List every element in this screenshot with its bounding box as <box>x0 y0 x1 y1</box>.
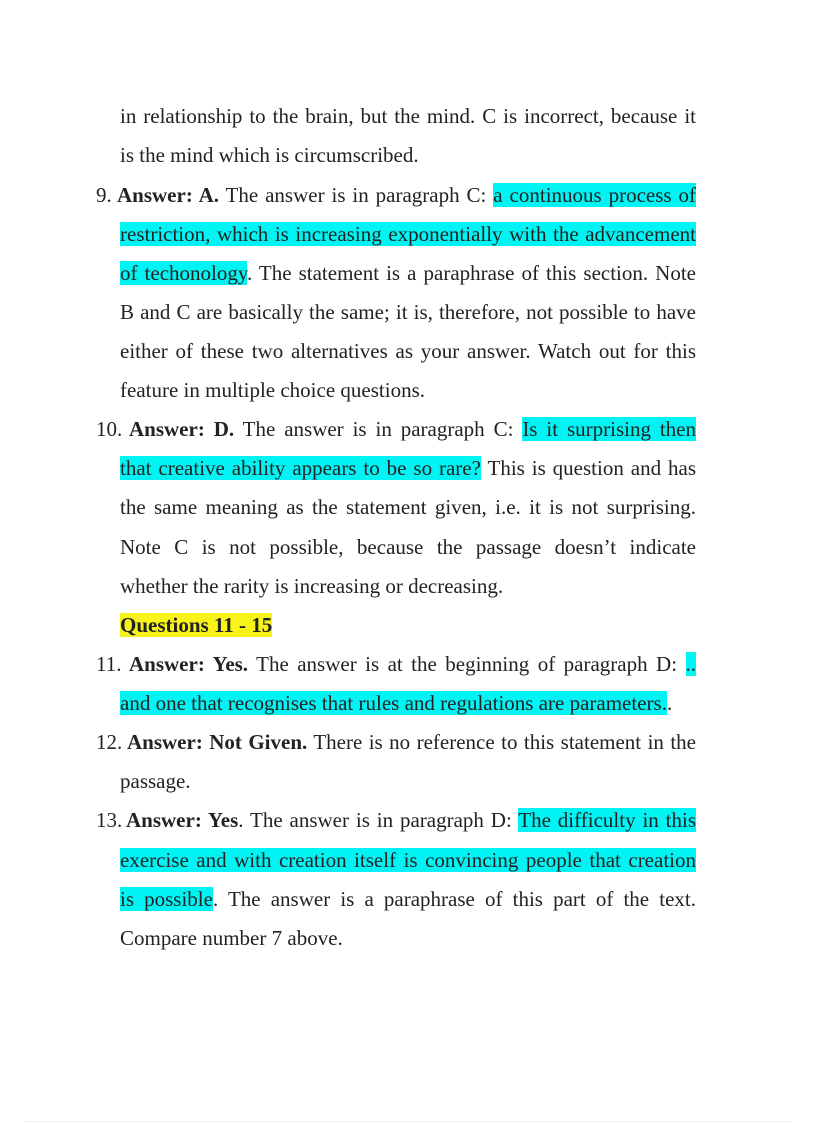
text-segment: . <box>666 691 673 715</box>
text-line <box>120 492 696 522</box>
text-segment: the same meaning as the statement given, i.e. it is not surprising. <box>120 495 696 519</box>
answer-label: Answer: Yes. <box>129 652 249 676</box>
text-segment: Compare number 7 above. <box>120 926 343 950</box>
text-segment: The answer is in paragraph C: <box>234 417 523 441</box>
text-line <box>120 884 696 914</box>
text-line <box>120 297 696 327</box>
text-segment: feature in multiple choice questions. <box>120 378 425 402</box>
answer-label: Answer: Yes <box>126 808 239 832</box>
section-heading: Questions 11 - 15 <box>120 613 273 637</box>
text-line <box>120 845 696 875</box>
text-line <box>120 258 696 288</box>
item-number: 13. <box>96 808 123 832</box>
answer-label: Answer: D. <box>129 417 235 441</box>
text-line <box>120 571 696 601</box>
item-number: 11. <box>96 652 122 676</box>
text-segment: . The answer is a paraphrase of this part of the text. <box>212 887 696 911</box>
highlighted-quote: The difficulty in this <box>518 808 696 832</box>
item-number: 9. <box>96 183 112 207</box>
text-segment: The answer is in paragraph C: <box>219 183 494 207</box>
text-segment: There is no reference to this statement in the <box>307 730 696 754</box>
text-segment: This is question and has <box>480 456 696 480</box>
highlighted-quote: of techonology <box>120 261 247 285</box>
highlighted-quote: restriction, which is increasing exponentially with the advancement <box>120 222 696 246</box>
text-line <box>120 532 696 562</box>
text-line <box>120 375 696 405</box>
text-line <box>120 688 696 718</box>
page-bottom-divider <box>24 1121 792 1122</box>
text-segment: The answer is at the beginning of paragraph D: <box>248 652 686 676</box>
text-line <box>120 140 696 170</box>
highlighted-quote: that creative ability appears to be so rare? <box>120 456 481 480</box>
answer-first-line <box>127 727 696 757</box>
text-segment: Note C is not possible, because the passage doesn’t indicate <box>120 535 696 559</box>
answer-first-line <box>129 649 696 679</box>
highlighted-quote: Is it surprising then <box>522 417 696 441</box>
answer-first-line <box>129 414 696 444</box>
text-segment: . The statement is a paraphrase of this section. Note <box>246 261 696 285</box>
text-segment: B and C are basically the same; it is, therefore, not possible to have <box>120 300 696 324</box>
answer-label: Answer: A. <box>117 183 219 207</box>
text-line <box>120 336 696 366</box>
text-line <box>120 101 696 131</box>
text-segment: . The answer is in paragraph D: <box>238 808 519 832</box>
text-segment: either of these two alternatives as your answer. Watch out for this <box>120 339 696 363</box>
answer-label: Answer: Not Given. <box>127 730 308 754</box>
item-number: 10. <box>96 417 123 441</box>
text-line <box>120 453 696 483</box>
item-number: 12. <box>96 730 123 754</box>
section-heading-line <box>120 610 696 640</box>
text-segment: whether the rarity is increasing or decreasing. <box>120 574 504 598</box>
highlighted-quote: and one that recognises that rules and regulations are parameters. <box>120 691 667 715</box>
highlighted-quote: .. <box>685 652 696 676</box>
answer-first-line <box>117 180 696 210</box>
answer-first-line <box>126 805 696 835</box>
text-line <box>120 219 696 249</box>
text-line <box>120 923 696 953</box>
text-line <box>120 766 696 796</box>
highlighted-quote: a continuous process of <box>493 183 696 207</box>
text-segment: in relationship to the brain, but the mind. C is incorrect, because it <box>120 104 696 128</box>
text-segment: is the mind which is circumscribed. <box>120 143 419 167</box>
highlighted-quote: is possible <box>120 887 213 911</box>
highlighted-quote: exercise and with creation itself is convincing people that creation <box>120 848 696 872</box>
text-segment: passage. <box>120 769 191 793</box>
